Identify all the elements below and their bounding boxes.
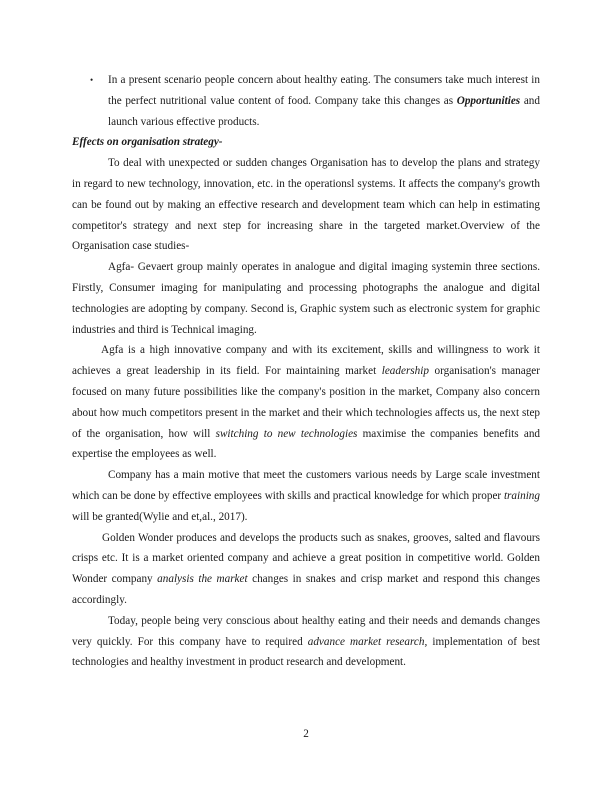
- paragraph-agfa-leadership-text-b: organisation's manager focused on many future possibilities like the company's position in the market, Company also concern about how much competitors present in the market and their which technologies affects us, the next step of the organisation, how will: [72, 365, 540, 440]
- document-page: [72, 70, 540, 673]
- paragraph-agfa-overview-text: Agfa- Gevaert group mainly operates in analogue and digital imaging systemin three sections. Firstly, Consumer imaging for manipulating and processing photographs the analogue and digital technologies are adopting by company. Second is, Graphic system such as electronic system for graphic industries and third is Technical imaging.: [72, 261, 540, 336]
- paragraph-healthy-eating-emphasis: advance market research,: [307, 635, 428, 648]
- paragraph-agfa-leadership-emphasis-2: switching to new technologies: [215, 427, 358, 440]
- page-number: 2: [303, 728, 309, 740]
- bullet-emphasis: Opportunities: [456, 94, 521, 107]
- paragraph-healthy-eating-text-b: implementation of best technologies and healthy investment in product research and development.: [72, 635, 541, 669]
- paragraph-strategy-text: To deal with unexpected or sudden changes Organisation has to develop the plans and strategy in regard to new technology, innovation, etc. in the operationsl systems. It affects the company's growth can be found out by making an effective research and development team which can help in estimating competitor's strategy and next step for increasing share in the targeted market.Overview of the Organisation case studies-: [72, 157, 540, 253]
- paragraph-agfa-leadership-text-a: Agfa is a high innovative company and with its excitement, skills and willingness to work it achieves a great leadership in its field. For maintaining market: [72, 344, 540, 378]
- paragraph-company-motive-emphasis: training: [503, 489, 540, 502]
- paragraph-golden-wonder-text-b: changes in snakes and crisp market and respond this changes accordingly.: [72, 573, 540, 606]
- paragraph-agfa-leadership-text-c: maximise the companies benefits and expertise the employees as well.: [72, 427, 541, 461]
- bullet-text-end: and launch various effective products.: [108, 94, 540, 128]
- paragraph-golden-wonder-text-a: Golden Wonder produces and develops the products such as snakes, grooves, salted and flavours crisps etc. It is a market oriented company and achieve a great position in competitive world. Golden Wonder company: [72, 531, 540, 586]
- paragraph-company-motive-text-b: will be granted(Wylie and et,al., 2017).: [72, 510, 248, 523]
- paragraph-strategy: [72, 153, 540, 257]
- paragraph-company-motive: [72, 465, 540, 527]
- paragraph-golden-wonder-emphasis: analysis the market: [157, 573, 248, 586]
- bullet-item: [72, 70, 540, 132]
- section-heading: Effects on organisation strategy-: [72, 136, 223, 149]
- bullet-icon: •: [90, 75, 94, 85]
- paragraph-agfa-leadership-emphasis-1: leadership: [381, 365, 429, 378]
- paragraph-golden-wonder: [72, 528, 540, 611]
- paragraph-agfa-leadership: [72, 340, 540, 465]
- paragraph-company-motive-text-a: Company has a main motive that meet the customers various needs by Large scale investment which can be done by effective employees with skills and practical knowledge for which proper: [72, 469, 540, 502]
- bullet-text-start: In a present scenario people concern about healthy eating. The consumers take much interest in the perfect nutritional value content of food. Company take this changes as: [108, 74, 540, 107]
- paragraph-healthy-eating-text-a: Today, people being very conscious about healthy eating and their needs and demands changes very quickly. For this company have to required: [72, 614, 540, 648]
- paragraph-healthy-eating: [72, 611, 540, 673]
- paragraph-agfa-overview: [72, 257, 540, 340]
